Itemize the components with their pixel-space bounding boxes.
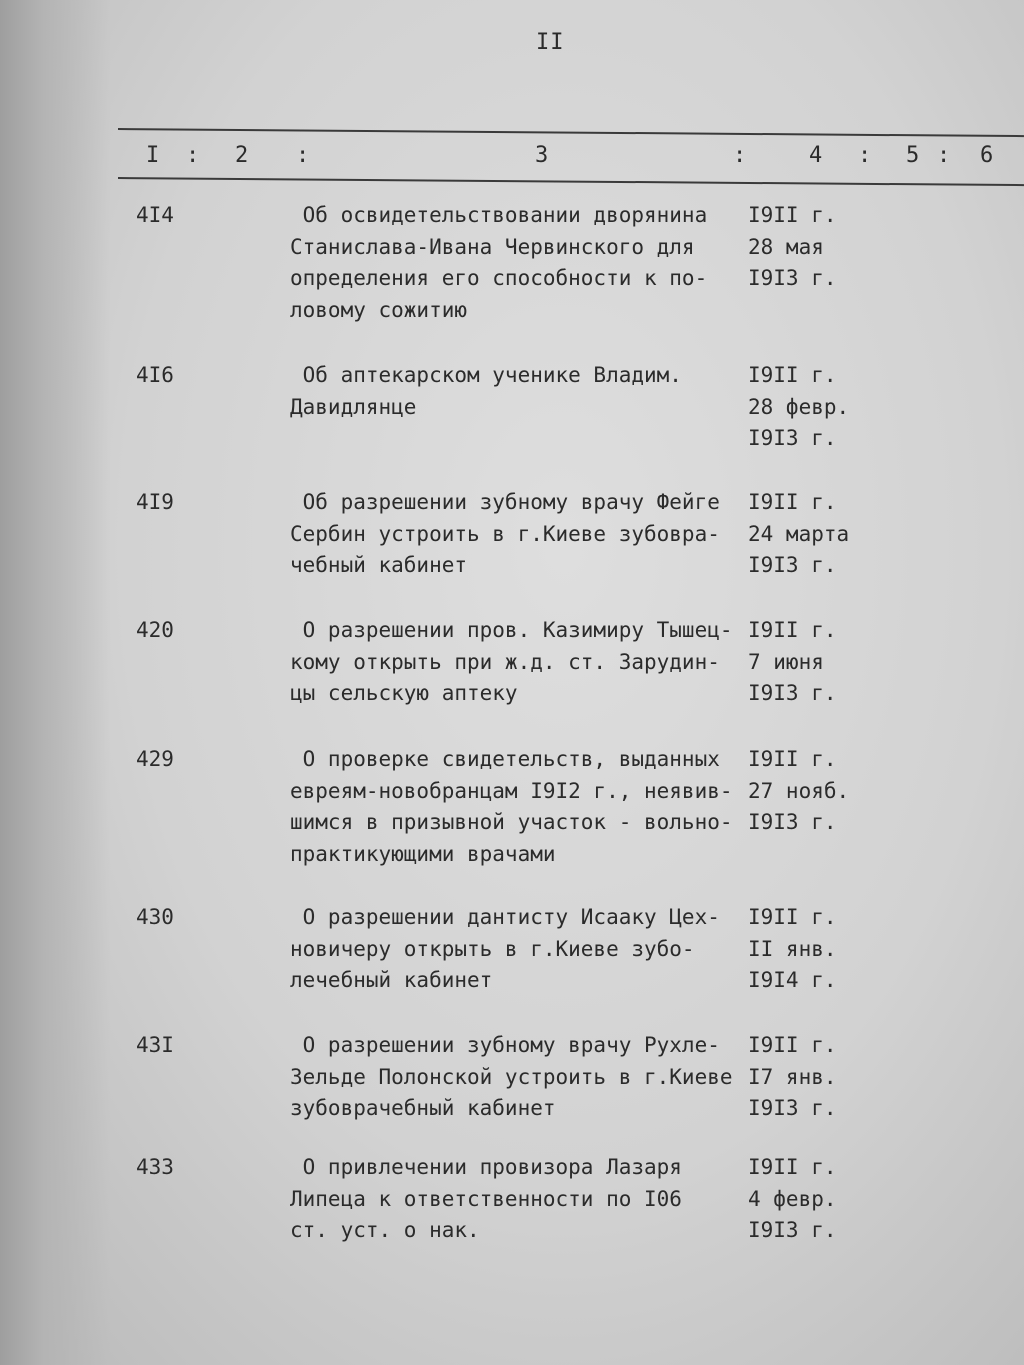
entry-description: О проверке свидетельств, выданных евреям-новобранцам I9I2 г., неявив- шимся в призывной участок - вольно- практикующими врачами [290, 747, 733, 866]
entry-date-end-year: I9I3 г. [748, 426, 837, 450]
entry-date-start-year: I9II г. [748, 618, 837, 642]
entry-date-end-year: I9I3 г. [748, 553, 837, 577]
col-header-1: I [146, 143, 160, 168]
entry-description: О привлечении провизора Лазаря Липеца к ответственности по I06 ст. уст. о нак. [290, 1155, 682, 1242]
entry-number: 4I4 [136, 203, 174, 227]
entry-description: О разрешении дантисту Исааку Цех- новичеру открыть в г.Киеве зубо- лечебный кабинет [290, 905, 720, 992]
entry-description: О разрешении зубному врачу Рухле- Зельде Полонской устроить в г.Киеве зубоврачебный кабинет [290, 1033, 733, 1120]
entry-date-start-day: 28 мая [748, 234, 824, 259]
table-top-rule [118, 128, 1024, 137]
entry-description: О разрешении пров. Казимиру Тышец- кому открыть при ж.д. ст. Зарудин- цы сельскую аптеку [290, 618, 733, 705]
entry-date-start-day: 4 февр. [748, 1186, 837, 1211]
entry-date-start-year: I9II г. [748, 1033, 837, 1057]
binding-shadow [0, 0, 110, 1365]
col-header-sep: : [937, 143, 951, 168]
col-header-2: 2 [235, 143, 249, 168]
entry-number: 433 [136, 1155, 174, 1179]
entry-number: 420 [136, 618, 174, 642]
entry-dates [748, 902, 878, 997]
entry-dates [748, 1030, 878, 1125]
col-header-sep: : [296, 143, 310, 168]
entry-dates [748, 360, 878, 455]
entry-dates [748, 200, 878, 295]
entry-date-end-year: I9I3 г. [748, 266, 837, 290]
entry-number: 430 [136, 905, 174, 929]
entry-number: 4I6 [136, 363, 174, 387]
table-header-rule [118, 177, 1024, 186]
entry-date-start-year: I9II г. [748, 747, 837, 771]
entry-number: 4I9 [136, 490, 174, 514]
entry-date-end-year: I9I3 г. [748, 1096, 837, 1120]
entry-date-start-year: I9II г. [748, 363, 837, 387]
entry-description: Об освидетельствовании дворянина Станислава-Ивана Червинского для определения его способности к по- ловому сожитию [290, 203, 708, 322]
col-header-4: 4 [809, 143, 823, 168]
entry-date-end-year: I9I3 г. [748, 681, 837, 705]
col-header-6: 6 [980, 143, 994, 168]
entry-date-start-day: 7 июня [748, 649, 824, 674]
entry-date-start-year: I9II г. [748, 905, 837, 929]
col-header-sep: : [858, 143, 872, 168]
entry-dates [748, 744, 878, 839]
entry-date-start-day: 24 марта [748, 521, 850, 546]
entry-number: 43I [136, 1033, 174, 1057]
entry-date-start-day: I7 янв. [748, 1064, 837, 1089]
entry-date-start-year: I9II г. [748, 1155, 837, 1179]
entry-description: Об разрешении зубному врачу Фейге Сербин устроить в г.Киеве зубовра- чебный кабинет [290, 490, 720, 577]
page-number: II [536, 30, 565, 55]
entry-date-end-year: I9I4 г. [748, 968, 837, 992]
entry-dates [748, 487, 878, 582]
col-header-sep: : [186, 143, 200, 168]
entry-number: 429 [136, 747, 174, 771]
entry-date-end-year: I9I3 г. [748, 1218, 837, 1242]
entry-date-start-day: 27 нояб. [748, 778, 850, 803]
entry-dates [748, 1152, 878, 1247]
entry-dates [748, 615, 878, 710]
entry-date-start-year: I9II г. [748, 203, 837, 227]
col-header-sep: : [733, 143, 747, 168]
col-header-5: 5 [906, 143, 920, 168]
entry-date-start-year: I9II г. [748, 490, 837, 514]
entry-description: Об аптекарском ученике Владим. Давидлянце [290, 363, 682, 419]
entry-date-start-day: II янв. [748, 936, 837, 961]
col-header-3: 3 [535, 143, 549, 168]
entry-date-start-day: 28 февр. [748, 394, 850, 419]
entry-date-end-year: I9I3 г. [748, 810, 837, 834]
